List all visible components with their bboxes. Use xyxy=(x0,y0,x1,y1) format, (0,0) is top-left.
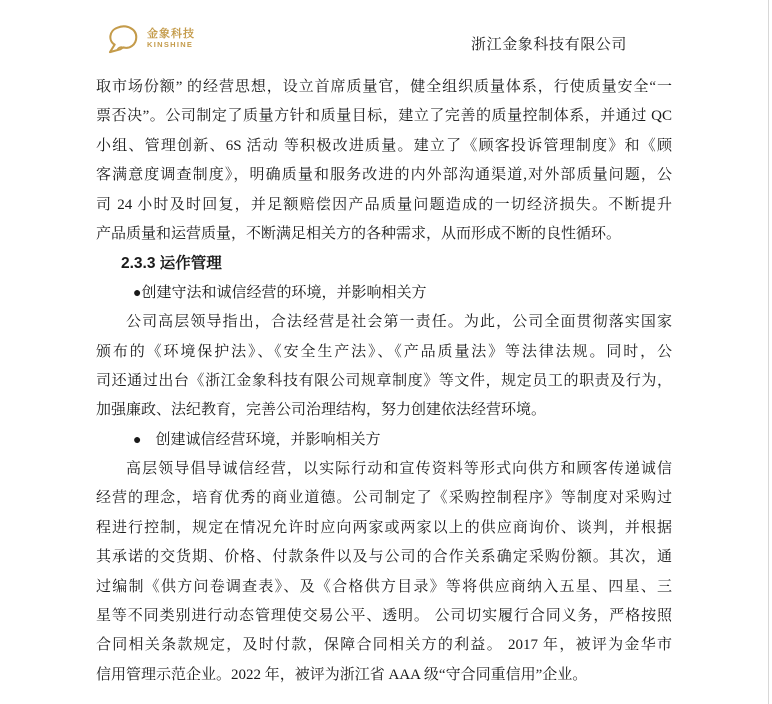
bullet-text: 创建守法和诚信经营的环境，并影响相关方 xyxy=(141,284,427,301)
company-logo xyxy=(106,23,195,54)
text-line: 经营的理念，培育优秀的商业道德。公司制定了《采购控制程序》等制度对采购过 xyxy=(96,490,672,507)
text-line: 星等不同类别进行动态管理使交易公平、透明。 公司切实履行合同义务，严格按照 xyxy=(96,608,672,625)
text-line: 小组、管理创新、6S 活动 等积极改进质量。建立了《顾客投诉管理制度》和《顾 xyxy=(96,137,672,154)
content-rows xyxy=(96,73,672,690)
page-edge-line xyxy=(768,0,769,704)
elephant-logo-icon xyxy=(106,23,144,54)
section-heading: 2.3.3 运作管理 xyxy=(121,255,222,273)
text-line: 公司高层领导指出，合法经营是社会第一责任。为此，公司全面贯彻落实国家 xyxy=(126,314,672,331)
brand-text-block xyxy=(147,28,195,49)
text-line: 票否决”。公司制定了质量方针和质量目标，建立了完善的质量控制体系，并通过 QC xyxy=(96,108,672,125)
bullet-marker: ● xyxy=(133,285,142,301)
text-line: 高层领导倡导诚信经营，以实际行动和宣传资料等形式向供方和顾客传递诚信 xyxy=(126,461,672,478)
header-company-name: 浙江金象科技有限公司 xyxy=(471,37,628,53)
brand-name-cn: 金象科技 xyxy=(147,28,195,40)
text-line: 颁布的《环境保护法》、《安全生产法》、《产品质量法》等法律法规。同时，公 xyxy=(96,343,672,360)
text-line: 合同相关条款规定，及时付款，保障合同相关方的利益。 2017 年，被评为金华市 xyxy=(96,637,672,654)
brand-name-en: KINSHINE xyxy=(147,40,194,49)
text-line: 加强廉政、法纪教育，完善公司治理结构，努力创建依法经营环境。 xyxy=(96,402,547,419)
text-line: 客满意度调查制度》，明确质量和服务改进的内外部沟通渠道,对外部质量问题，公 xyxy=(96,167,672,184)
text-line: 信用管理示范企业。2022 年，被评为浙江省 AAA 级“守合同重信用”企业。 xyxy=(96,666,588,683)
text-line: 过编制《供方问卷调查表》、及《合格供方目录》等将供应商纳入五星、四星、三 xyxy=(96,578,672,595)
bullet-text: 创建诚信经营环境，并影响相关方 xyxy=(155,431,381,448)
text-line: 司还通过出台《浙江金象科技有限公司规章制度》等文件，规定员工的职责及行为， xyxy=(96,372,672,389)
text-line: 司 24 小时及时回复，并足额赔偿因产品质量问题造成的一切经济损失。不断提升 xyxy=(96,196,672,213)
bullet-line xyxy=(96,426,672,455)
text-line: 其承诺的交货期、价格、付款条件以及与公司的合作关系确定采购份额。其次，通 xyxy=(96,549,672,566)
bullet-line xyxy=(96,279,672,308)
text-line: 产品质量和运营质量，不断满足相关方的各种需求，从而形成不断的良性循环。 xyxy=(96,225,622,242)
text-line: 程进行控制，规定在情况允许时应向两家或两家以上的供应商询价、谈判，并根据 xyxy=(96,519,672,536)
bullet-marker: ● xyxy=(133,432,142,448)
text-line: 取市场份额” 的经营思想，设立首席质量官，健全组织质量体系，行使质量安全“一 xyxy=(96,79,672,95)
